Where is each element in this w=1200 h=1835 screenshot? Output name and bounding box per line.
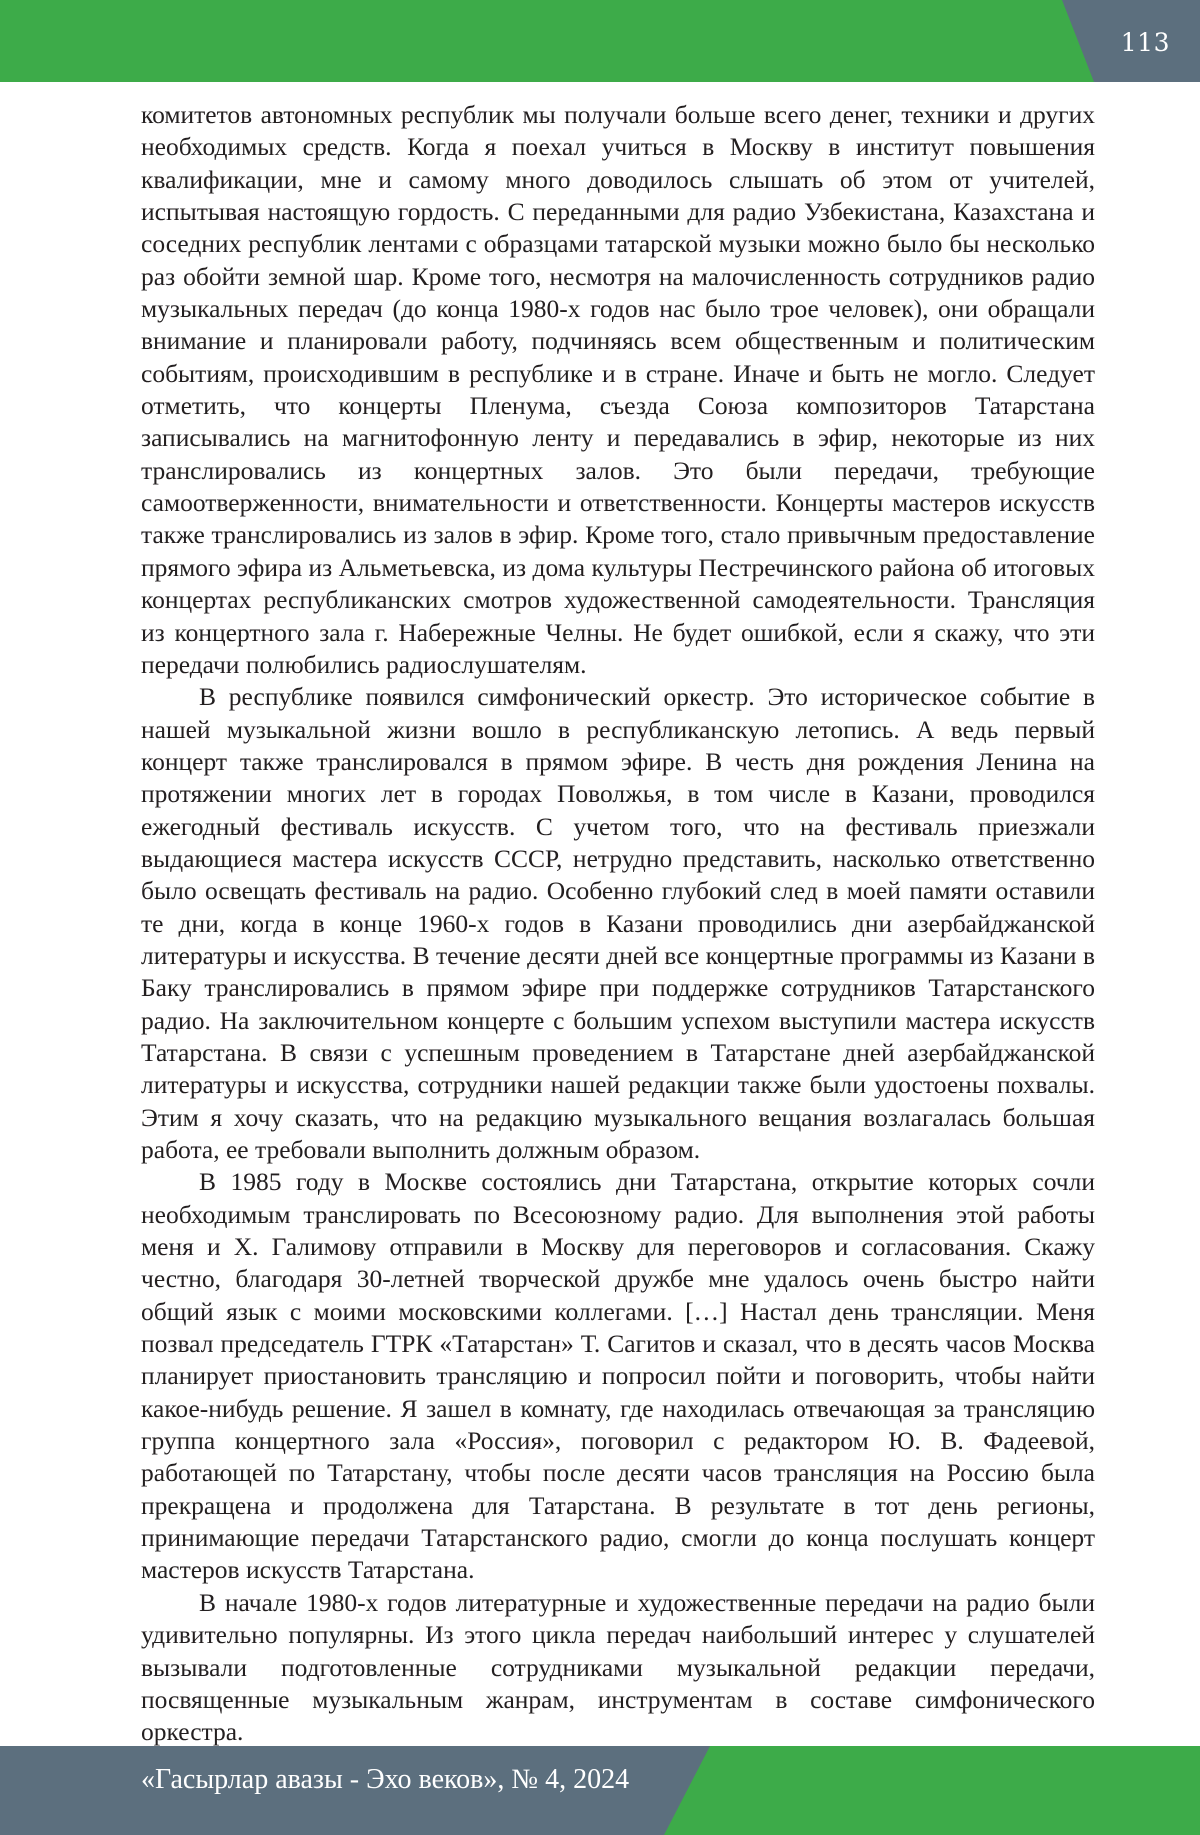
header-graphic bbox=[0, 0, 1200, 82]
journal-title: «Гасырлар авазы - Эхо веков», № 4, 2024 bbox=[141, 1764, 629, 1796]
paragraph-2: В республике появился симфонический оркестр. Это историческое событие в нашей музыкальной жизни вошло в республиканскую летопись. А ведь первый концерт также транслировался в прямом эфире. В честь дня рождения Ленина на протяжении многих лет в городах Поволжья, в том числе в Казани, проводился ежегодный фестиваль искусств. С учетом того, что на фестиваль приезжали выдающиеся мастера искусств СССР, нетрудно представить, насколько ответственно было освещать фестиваль на радио. Особенно глубокий след в моей памяти оставили те дни, когда в конце 1960-х годов в Казани проводились дни азербайджанской литературы и искусства. В течение десяти дней все концертные программы из Казани в Баку транслировались в прямом эфире при поддержке сотрудников Татарстанского радио. На заключительном концерте с большим успехом выступили мастера искусств Татарстана. В связи с успешным проведением в Татарстане дней азербайджанской литературы и искусства, сотрудники нашей редакции также были удостоены похвалы. Этим я хочу сказать, что на редакцию музыкального вещания возлагалась большая работа, ее требовали выполнить должным образом. bbox=[141, 681, 1095, 1166]
paragraph-3: В 1985 году в Москве состоялись дни Татарстана, открытие которых сочли необходимым транслировать по Всесоюзному радио. Для выполнения этой работы меня и Х. Галимову отправили в Москву для переговоров и согласования. Скажу честно, благодаря 30-летней творческой дружбе мне удалось очень быстро найти общий язык с моими московскими коллегами. […] Настал день трансляции. Меня позвал председатель ГТРК «Татарстан» Т. Сагитов и сказал, что в десять часов Москва планирует приостановить трансляцию и попросил пойти и поговорить, чтобы найти какое-нибудь решение. Я зашел в комнату, где находилась отвечающая за трансляцию группа концертного зала «Россия», поговорил с редактором Ю. В. Фадеевой, работающей по Татарстану, чтобы после десяти часов трансляция на Россию была прекращена и продолжена для Татарстана. В результате в тот день регионы, принимающие передачи Татарстанского радио, смогли до конца послушать концерт мастеров искусств Татарстана. bbox=[141, 1166, 1095, 1586]
paragraph-1: комитетов автономных республик мы получали больше всего денег, техники и других необходимых средств. Когда я поехал учиться в Москву в институт повышения квалификации, мне и самому много доводилось слышать об этом от учителей, испытывая настоящую гордость. С переданными для радио Узбекистана, Казахстана и соседних республик лентами с образцами татарской музыки можно было бы несколько раз обойти земной шар. Кроме того, несмотря на малочисленность сотрудников радио музыкальных передач (до конца 1980-х годов нас было трое человек), они обращали внимание и планировали работу, подчиняясь всем общественным и политическим событиям, происходившим в республике и в стране. Иначе и быть не могло. Следует отметить, что концерты Пленума, съезда Союза композиторов Татарстана записывались на магнитофонную ленту и передавались в эфир, некоторые из них транслировались из концертных залов. Это были передачи, требующие самоотверженности, внимательности и ответственности. Концерты мастеров искусств также транслировались из залов в эфир. Кроме того, стало привычным предоставление прямого эфира из Альметьевска, из дома культуры Пестречинского района об итоговых концертах республиканских смотров художественной самодеятельности. Трансляция из концертного зала г. Набережные Челны. Не будет ошибкой, если я скажу, что эти передачи полюбились радиослушателям. bbox=[141, 99, 1095, 681]
page-header-band bbox=[0, 0, 1200, 82]
page-number: 113 bbox=[1121, 28, 1170, 57]
paragraph-4: В начале 1980-х годов литературные и художественные передачи на радио были удивительно популярны. Из этого цикла передач наибольший интерес у слушателей вызывали подготовленные сотрудниками музыкальной редакции передачи, посвященные музыкальным жанрам, инструментам в составе симфонического оркестра. bbox=[141, 1587, 1095, 1749]
article-body bbox=[141, 99, 1095, 1749]
header-green-band bbox=[0, 0, 1200, 82]
